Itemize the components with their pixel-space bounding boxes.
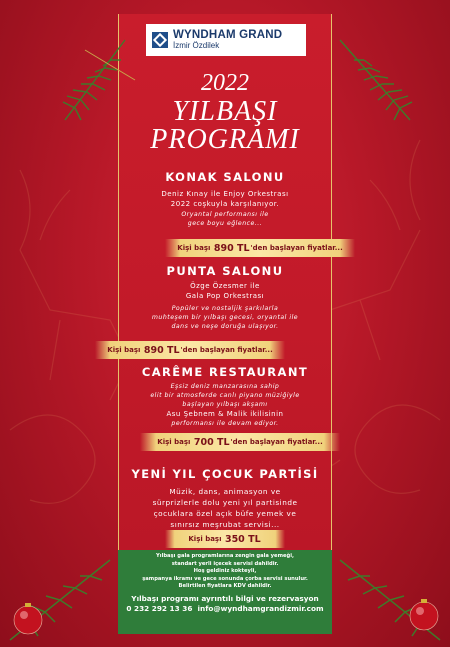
desc-line: Deniz Kınay ile Enjoy Orkestrası [161, 190, 289, 198]
desc-line: başlayan yılbaşı akşamı [182, 401, 268, 408]
venue-konak-desc [120, 189, 330, 209]
price-prefix: Kişi başı [107, 346, 141, 354]
desc-line: Özge Özesmer ile [190, 282, 260, 290]
brand-name: WYNDHAM GRAND [173, 29, 283, 41]
venue-punta-desc [120, 281, 330, 301]
price-prefix: Kişi başı [188, 535, 222, 543]
price-punta [95, 341, 285, 359]
venue-careme-desc [120, 409, 330, 419]
price-suffix: 'den başlayan fiyatlar... [180, 346, 273, 354]
desc-line: çocuklara özel açık büfe yemek ve [153, 509, 297, 518]
desc-line: 2022 coşkuyla karşılanıyor. [170, 200, 280, 208]
price-suffix: 'den başlayan fiyatlar... [230, 438, 323, 446]
price-suffix: 'den başlayan fiyatlar... [250, 244, 343, 252]
email-link[interactable]: info@wyndhamgrandizmir.com [197, 603, 324, 613]
desc-line: performansı ile devam ediyor. [171, 420, 279, 427]
note-line: Yılbaşı gala programlarına zengin gala yemeği, [156, 553, 294, 559]
desc-line: gece boyu eğlence... [187, 220, 263, 227]
desc-line: Oryantal performansı ile [181, 211, 269, 218]
venue-careme-desc-italic-2 [120, 419, 330, 428]
price-value: 350 TL [224, 533, 261, 545]
price-child-party [165, 530, 285, 548]
reservation-info [118, 594, 332, 614]
desc-line: Gala Pop Orkestrası [185, 292, 265, 300]
desc-line: muhteşem bir yılbaşı gecesi, oryantal ile [151, 314, 299, 321]
desc-line: sürprizlerle dolu yeni yıl partisinde [152, 498, 298, 507]
venue-konak-title: KONAK SALONU [165, 170, 285, 184]
wyndham-logo-icon [152, 32, 168, 48]
desc-line: sınırsız meşrubat servisi... [170, 520, 280, 529]
info-box [118, 550, 332, 634]
desc-line: elit bir atmosferde canlı piyano müziğiyle [150, 392, 300, 399]
note-line: standart yerli içecek servisi dahildir. [171, 560, 279, 567]
title-line-3: PROGRAMI [150, 124, 300, 155]
hotel-logo [146, 24, 306, 56]
info-notes [118, 553, 332, 591]
note-line: Hoş geldiniz kokteyli, [193, 568, 257, 575]
brand-location: İzmir Özdilek [173, 41, 220, 50]
desc-line: Müzik, dans, animasyon ve [169, 487, 281, 496]
desc-line: Popüler ve nostaljik şarkılarla [171, 305, 279, 312]
price-konak [165, 239, 355, 257]
price-value: 890 TL [213, 242, 250, 254]
note-line: şampanya ikramı ve gece sonunda çorba servisi sunulur. [142, 575, 308, 582]
price-prefix: Kişi başı [157, 438, 191, 446]
title-year: 2022 [201, 70, 249, 96]
venue-child-party-title: YENİ YIL ÇOCUK PARTİSİ [131, 467, 319, 481]
desc-line: Asu Şebnem & Malik ikilisinin [166, 410, 284, 418]
venue-careme-title: CARÊME RESTAURANT [141, 365, 309, 379]
phone-number[interactable]: 0 232 292 13 36 [126, 603, 193, 613]
title-line-2: YILBAŞI [172, 96, 278, 127]
price-prefix: Kişi başı [177, 244, 211, 252]
venue-child-party-desc [120, 486, 330, 530]
venue-punta-title: PUNTA SALONU [166, 264, 284, 278]
desc-line: dans ve neşe doruğa ulaşıyor. [171, 323, 279, 330]
venue-konak-desc-italic [120, 210, 330, 228]
price-careme [140, 433, 340, 451]
desc-line: Eşsiz deniz manzarasına sahip [170, 383, 280, 390]
reservation-label: Yılbaşı programı ayrıntılı bilgi ve rezervasyon [131, 593, 319, 603]
venue-punta-desc-italic [120, 304, 330, 331]
venue-careme-desc-italic [120, 382, 330, 409]
price-value: 700 TL [193, 436, 230, 448]
note-line: Belirtilen fiyatlara KDV dahildir. [178, 583, 272, 590]
price-value: 890 TL [143, 344, 180, 356]
